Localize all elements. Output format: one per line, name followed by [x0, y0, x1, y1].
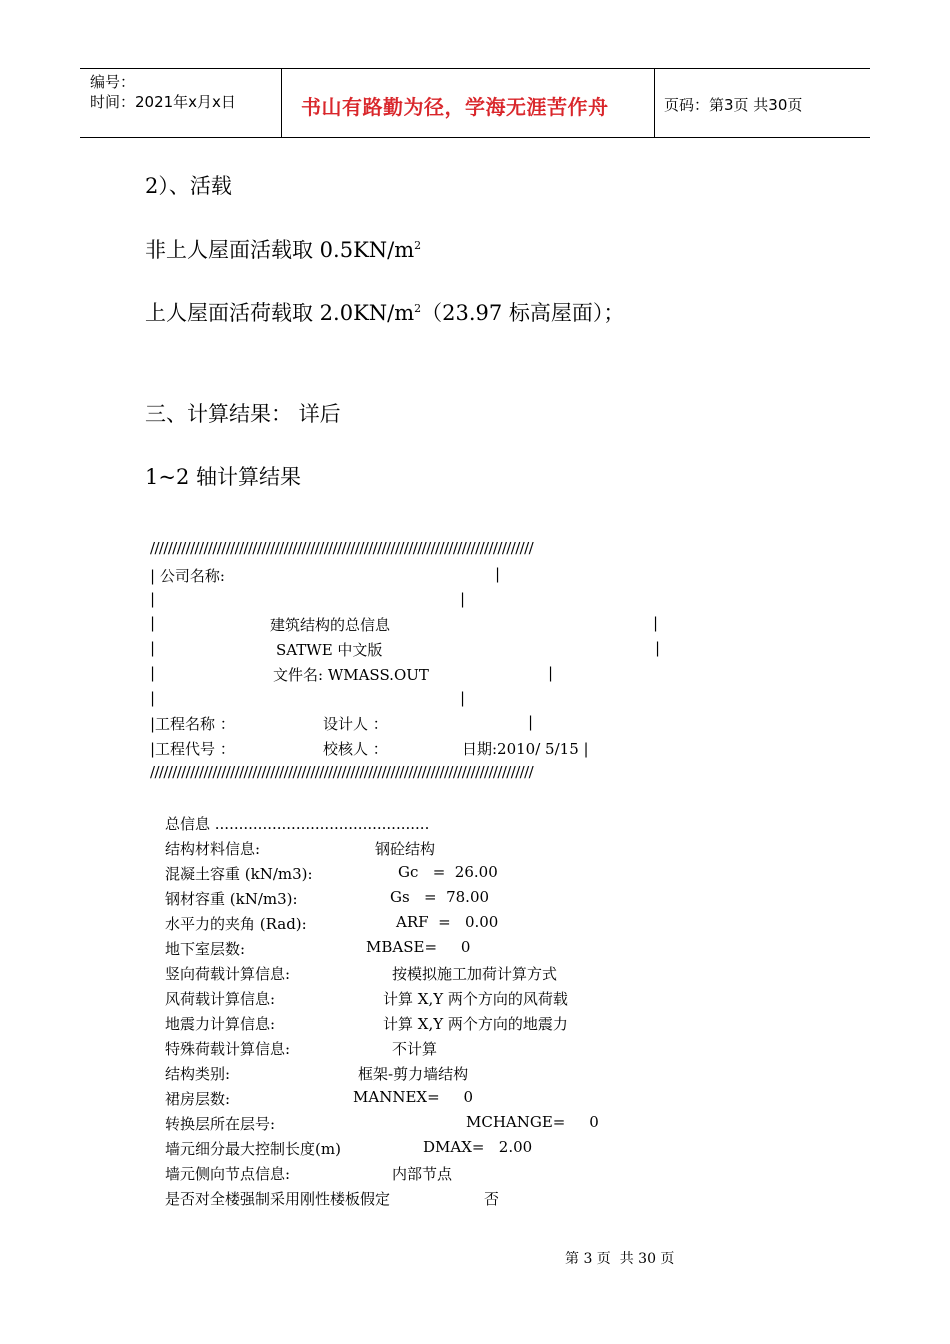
info-label: 钢材容重 (kN/m3):	[165, 890, 298, 908]
serial-label: 编号：	[90, 73, 136, 91]
results-heading: 三、计算结果： 详后	[145, 402, 341, 426]
project-name-label: |工程名称 ：	[150, 715, 235, 733]
report-title: 建筑结构的总信息	[270, 616, 391, 634]
info-value: ARF = 0.00	[396, 913, 499, 931]
report-date: 日期:2010/ 5/15 |	[462, 740, 589, 758]
info-value: Gc = 26.00	[398, 863, 498, 881]
live-load-line-2-text: 上人屋面活荷载取 2.0KN/m	[145, 301, 415, 325]
header-motto: 书山有路勤为径，学海无涯苦作舟	[301, 95, 609, 119]
box-pipe: |	[460, 590, 466, 608]
page-number-label: 页码：第3页 共30页	[664, 96, 803, 114]
report-border-top: //////////////////////////////////////////////////////////////////////////////////////	[150, 539, 534, 557]
box-pipe: |	[150, 590, 156, 608]
general-info-title: 总信息 .............................................	[165, 815, 430, 833]
info-value: 计算 X,Y 两个方向的地震力	[383, 1015, 568, 1033]
info-value: MBASE= 0	[366, 938, 471, 956]
info-value: MANNEX= 0	[353, 1088, 474, 1106]
info-value: 否	[484, 1190, 500, 1208]
info-value: Gs = 78.00	[390, 888, 490, 906]
box-pipe: |	[460, 689, 466, 707]
info-label: 水平力的夹角 (Rad):	[165, 915, 307, 933]
info-value: MCHANGE= 0	[466, 1113, 599, 1131]
live-load-line-1	[145, 234, 421, 264]
company-label: | 公司名称:	[150, 567, 225, 585]
info-value: DMAX= 2.00	[423, 1138, 533, 1156]
live-load-heading: 2）、活载	[145, 174, 232, 198]
info-label: 地震力计算信息:	[165, 1015, 276, 1033]
report-file-name: 文件名: WMASS.OUT	[273, 666, 429, 684]
page-footer: 第 3 页 共 30 页	[565, 1251, 675, 1267]
project-code-label: |工程代号 ：	[150, 740, 235, 758]
superscript: 2	[414, 302, 422, 315]
info-label: 是否对全楼强制采用刚性楼板假定	[165, 1190, 391, 1208]
info-label: 转换层所在层号:	[165, 1115, 276, 1133]
box-pipe: |	[150, 614, 156, 632]
info-label: 结构类别:	[165, 1065, 231, 1083]
report-software: SATWE 中文版	[276, 641, 383, 659]
info-value: 按模拟施工加荷计算方式	[392, 965, 558, 983]
box-pipe: |	[528, 713, 534, 731]
results-subheading: 1~2 轴计算结果	[145, 465, 301, 489]
header-divider	[281, 69, 282, 137]
box-pipe: |	[150, 639, 156, 657]
info-label: 竖向荷载计算信息:	[165, 965, 291, 983]
designer-label: 设计人 ：	[323, 715, 388, 733]
box-pipe: |	[495, 565, 501, 583]
date-label: 时间：2021年x月x日	[90, 93, 236, 111]
info-label: 裙房层数:	[165, 1090, 231, 1108]
live-load-line-1-text: 非上人屋面活载取 0.5KN/m	[145, 238, 415, 262]
info-label: 结构材料信息:	[165, 840, 261, 858]
info-value: 钢砼结构	[375, 840, 436, 858]
info-value: 框架-剪力墙结构	[358, 1065, 469, 1083]
box-pipe: |	[150, 664, 156, 682]
checker-label: 校核人 ：	[323, 740, 388, 758]
info-label: 风荷载计算信息:	[165, 990, 276, 1008]
header-divider	[654, 69, 655, 137]
box-pipe: |	[150, 689, 156, 707]
info-label: 混凝土容重 (kN/m3):	[165, 865, 313, 883]
info-value: 不计算	[392, 1040, 438, 1058]
info-label: 地下室层数:	[165, 940, 246, 958]
info-label: 墙元细分最大控制长度(m)	[165, 1140, 341, 1158]
info-label: 特殊荷载计算信息:	[165, 1040, 291, 1058]
live-load-line-2-suffix: （23.97 标高屋面）；	[421, 301, 625, 325]
box-pipe: |	[548, 664, 554, 682]
box-pipe: |	[655, 639, 661, 657]
info-value: 内部节点	[392, 1165, 453, 1183]
report-border-bottom: //////////////////////////////////////////////////////////////////////////////////////	[150, 763, 534, 781]
live-load-line-2	[145, 297, 624, 327]
superscript: 2	[414, 239, 422, 252]
info-label: 墙元侧向节点信息:	[165, 1165, 291, 1183]
box-pipe: |	[653, 614, 659, 632]
info-value: 计算 X,Y 两个方向的风荷载	[383, 990, 568, 1008]
page-header	[80, 68, 870, 138]
